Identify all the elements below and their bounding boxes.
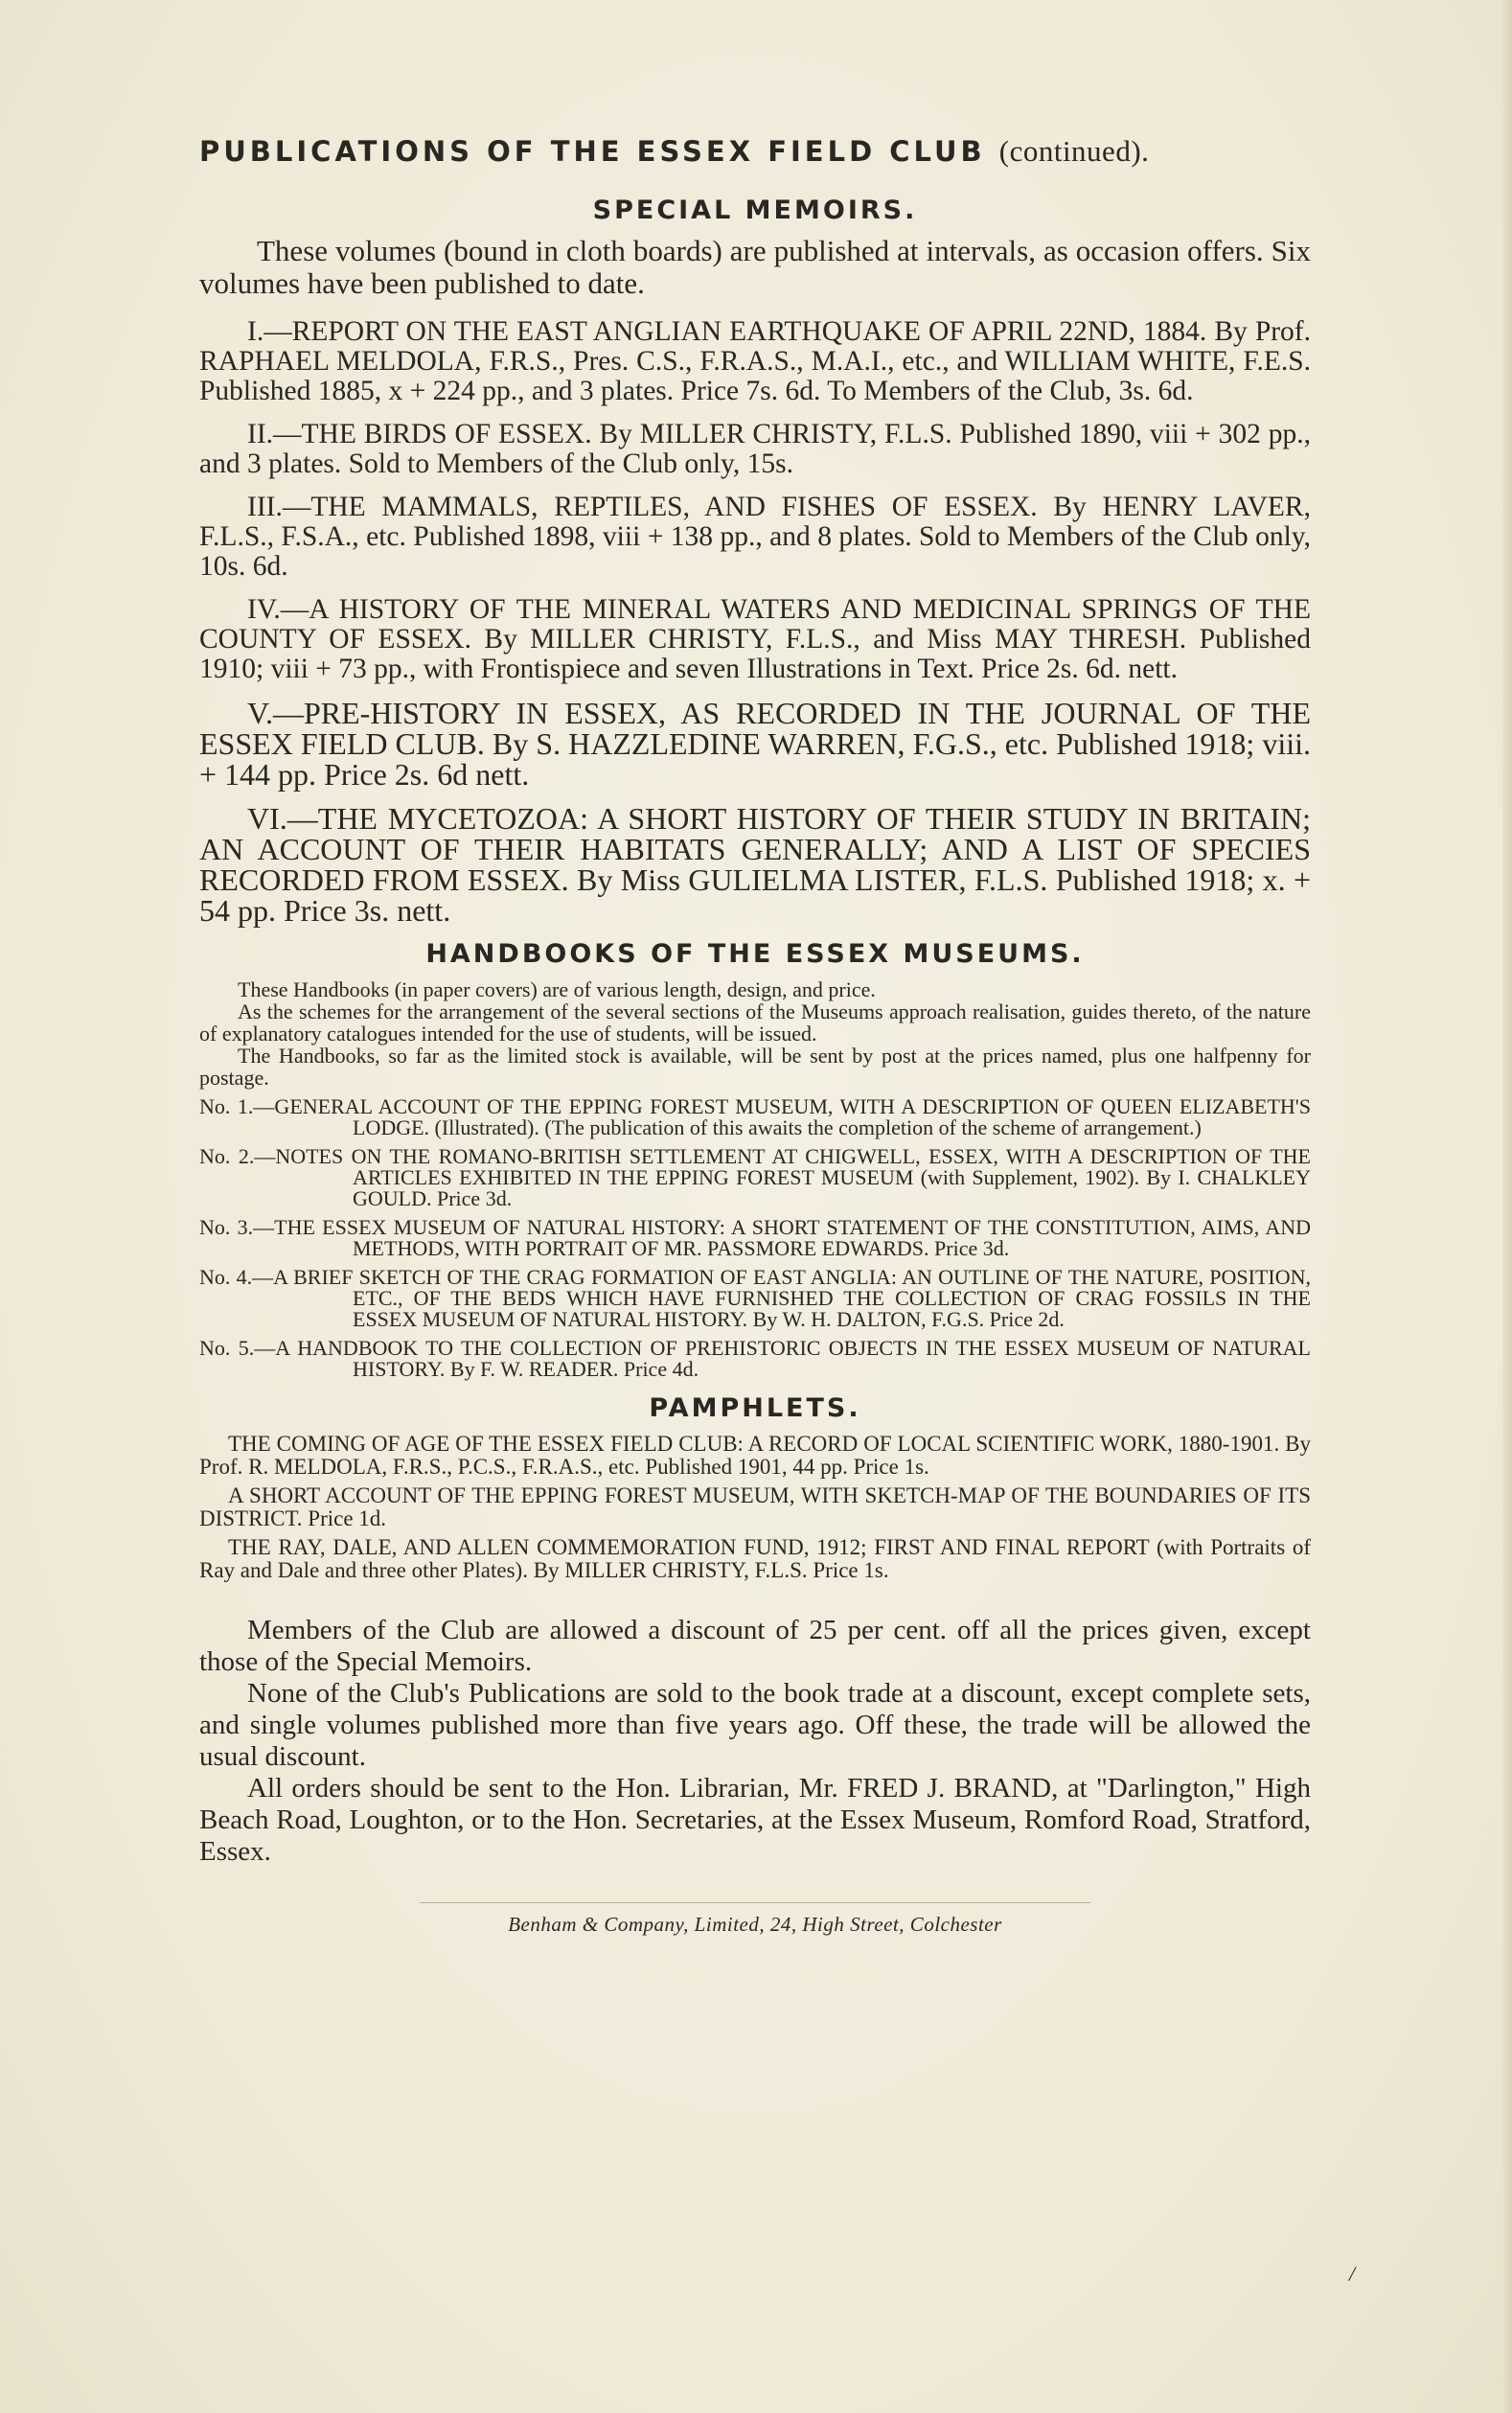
handbooks-para-1: These Handbooks (in paper covers) are of various length, design, and price. bbox=[238, 977, 876, 1001]
handbook-item-1: No. 1.—GENERAL ACCOUNT OF THE EPPING FOREST MUSEUM, WITH A DESCRIPTION OF QUEEN ELIZABETH'S LODGE. (Illustrated). (The publication of this awaits the completion of the scheme of arrangement.) bbox=[199, 1094, 1311, 1139]
page-edge bbox=[1502, 0, 1512, 2413]
handbooks-para-3: The Handbooks, so far as the limited stock is available, will be sent by post at the prices named, plus one halfpenny for postage. bbox=[199, 1044, 1311, 1090]
memoir-item-2: II.—THE BIRDS OF ESSEX. By MILLER CHRISTY, F.L.S. Published 1890, viii + 302 pp., and 3 plates. Sold to Members of the Club only, 15s. bbox=[199, 419, 1311, 479]
section-heading-pamphlets: PAMPHLETS. bbox=[649, 1393, 861, 1423]
header-title: PUBLICATIONS OF THE ESSEX FIELD CLUB bbox=[199, 135, 986, 168]
memoir-item-5: V.—PRE-HISTORY IN ESSEX, AS RECORDED IN THE JOURNAL OF THE ESSEX FIELD CLUB. By S. HAZZLEDINE WARREN, F.G.S., etc. Published 1918; viii. + 144 pp. Price 2s. 6d nett. bbox=[199, 696, 1311, 792]
members-discount-note: Members of the Club are allowed a discount of 25 per cent. off all the prices given, except those of the Special Memoirs. bbox=[199, 1615, 1311, 1677]
memoir-item-3: III.—THE MAMMALS, REPTILES, AND FISHES OF ESSEX. By HENRY LAVER, F.L.S., F.S.A., etc. Published 1898, viii + 138 pp., and 8 plates. Sold to Members of the Club only, 10s. 6d. bbox=[199, 492, 1311, 582]
pamphlet-item-2: A SHORT ACCOUNT OF THE EPPING FOREST MUSEUM, WITH SKETCH-MAP OF THE BOUNDARIES OF ITS DISTRICT. Price 1d. bbox=[199, 1483, 1311, 1530]
printer-imprint: Benham & Company, Limited, 24, High Street, Colchester bbox=[420, 1902, 1090, 1937]
handbook-item-4: No. 4.—A BRIEF SKETCH OF THE CRAG FORMATION OF EAST ANGLIA: AN OUTLINE OF THE NATURE, POSITION, ETC., OF THE BEDS WHICH HAVE FURNISHED THE COLLECTION OF CRAG FOSSILS IN THE ESSEX MUSEUM OF NATURAL HISTORY. By W. H. DALTON, F.G.S. Price 2d. bbox=[199, 1265, 1311, 1331]
memoir-item-6: VI.—THE MYCETOZOA: A SHORT HISTORY OF THEIR STUDY IN BRITAIN; AN ACCOUNT OF THEIR HABITATS GENERALLY; AND A LIST OF SPECIES RECORDED FROM ESSEX. By Miss GULIELMA LISTER, F.L.S. Published 1918; x. + 54 pp. Price 3s. nett. bbox=[199, 801, 1311, 928]
memoir-item-4: IV.—A HISTORY OF THE MINERAL WATERS AND MEDICINAL SPRINGS OF THE COUNTY OF ESSEX. By MILLER CHRISTY, F.L.S., and Miss MAY THRESH. Published 1910; viii + 73 pp., with Frontispiece and seven Illustrations in Text. Price 2s. 6d. nett. bbox=[199, 594, 1311, 684]
memoir-item-1: I.—REPORT ON THE EAST ANGLIAN EARTHQUAKE OF APRIL 22ND, 1884. By Prof. RAPHAEL MELDOLA, F.R.S., Pres. C.S., F.R.A.S., M.A.I., etc., and WILLIAM WHITE, F.E.S. Published 1885, x + 224 pp., and 3 plates. Price 7s. 6d. To Members of the Club, 3s. 6d. bbox=[199, 316, 1311, 406]
handbook-item-2: No. 2.—NOTES ON THE ROMANO-BRITISH SETTLEMENT AT CHIGWELL, ESSEX, WITH A DESCRIPTION OF THE ARTICLES EXHIBITED IN THE EPPING FOREST MUSEUM (with Supplement, 1902). By I. CHALKLEY GOULD. Price 3d. bbox=[199, 1144, 1311, 1210]
trade-discount-note: None of the Club's Publications are sold to the book trade at a discount, except complete sets, and single volumes published more than five years ago. Off these, the trade will be allowed the usual discount. bbox=[199, 1678, 1311, 1772]
document-body bbox=[199, 134, 1311, 1937]
handbooks-para-2: As the schemes for the arrangement of the several sections of the Museums approach realisation, guides thereto, of the nature of explanatory catalogues intended for the use of students, will be issued. bbox=[199, 1000, 1311, 1046]
header-continued: (continued). bbox=[998, 134, 1150, 168]
orders-note: All orders should be sent to the Hon. Librarian, Mr. FRED J. BRAND, at "Darlington," High Beach Road, Loughton, or to the Hon. Secretaries, at the Essex Museum, Romford Road, Stratford, Essex. bbox=[199, 1773, 1311, 1867]
pamphlet-item-1: THE COMING OF AGE OF THE ESSEX FIELD CLUB: A RECORD OF LOCAL SCIENTIFIC WORK, 1880-1901. By Prof. R. MELDOLA, F.R.S., P.C.S., F.R.A.S., etc. Published 1901, 44 pp. Price 1s. bbox=[199, 1432, 1311, 1479]
memoirs-intro: These volumes (bound in cloth boards) are published at intervals, as occasion offers. Six volumes have been published to date. bbox=[199, 234, 1311, 300]
section-heading-handbooks: HANDBOOKS OF THE ESSEX MUSEUMS. bbox=[425, 939, 1085, 969]
handbook-item-5: No. 5.—A HANDBOOK TO THE COLLECTION OF PREHISTORIC OBJECTS IN THE ESSEX MUSEUM OF NATURAL HISTORY. By F. W. READER. Price 4d. bbox=[199, 1336, 1311, 1381]
section-heading-special-memoirs: SPECIAL MEMOIRS. bbox=[592, 195, 918, 225]
corner-mark: / bbox=[1349, 2262, 1356, 2286]
handbook-item-3: No. 3.—THE ESSEX MUSEUM OF NATURAL HISTORY: A SHORT STATEMENT OF THE CONSTITUTION, AIMS, AND METHODS, WITH PORTRAIT OF MR. PASSMORE EDWARDS. Price 3d. bbox=[199, 1215, 1311, 1260]
page-header bbox=[199, 134, 1311, 169]
pamphlet-item-3: THE RAY, DALE, AND ALLEN COMMEMORATION FUND, 1912; FIRST AND FINAL REPORT (with Portraits of Ray and Dale and three other Plates). By MILLER CHRISTY, F.L.S. Price 1s. bbox=[199, 1535, 1311, 1582]
